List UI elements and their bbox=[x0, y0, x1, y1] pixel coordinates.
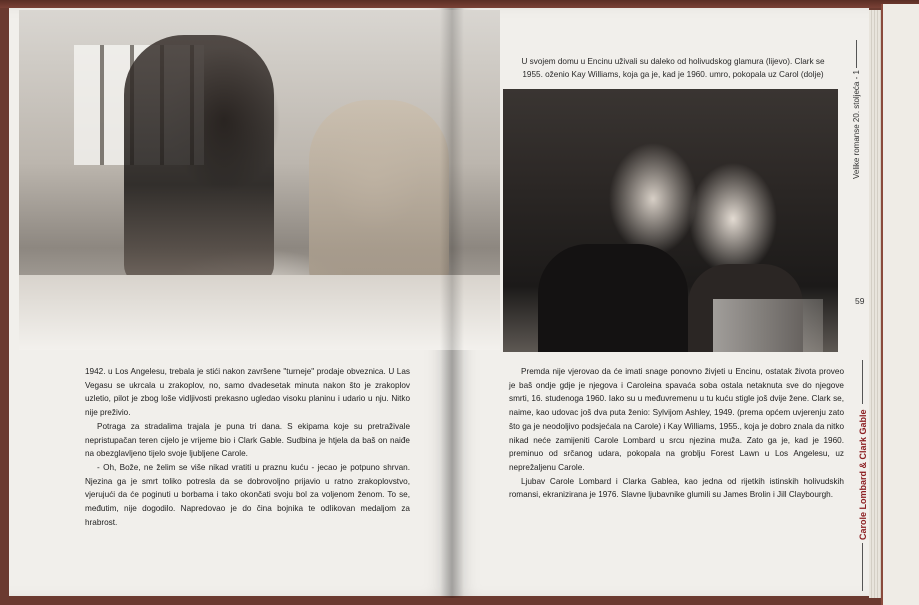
side-title: Carole Lombard & Clark Gable bbox=[858, 409, 868, 540]
photo-figure-man bbox=[124, 35, 274, 285]
book-cover-top bbox=[0, 0, 919, 8]
paragraph: - Oh, Bože, ne želim se više nikad vratiti u praznu kuću - jecao je potpuno shrvan. Njezina ga je smrt toliko potresla da se dobrovoljno prijavio u ratno zrakoplovstvo, vjerujući da će poginuti u borbama i tako okončati svoju bol za voljenom ženom. To se, međutim, nije dogodilo. Napredovao je do čina bojnika te odlikovan medaljom za hrabrost. bbox=[85, 462, 410, 527]
photo-figure-man-suit bbox=[538, 244, 688, 352]
side-title-rule-bottom bbox=[862, 543, 863, 591]
photo-caption: U svojem domu u Encinu uživali su daleko od holivudskog glamura (lijevo). Clark se 1955. oženio Kay Williams, koja ga je, kad je 1960. umro, pokopala uz Carol (dolje) bbox=[521, 57, 825, 79]
paragraph: 1942. u Los Angelesu, trebala je stići nakon završene "turneje" prodaje obveznica. U Las Vegasu se ukrcala u zrakoplov, no, samo dvadesetak minuta nakon što je zrakoplov uzletio, pilot je zbog loše vidljivosti prekasno ugledao visoku planinu i udario u nju. Nitko nije preživio. bbox=[85, 367, 410, 418]
photo-couple-at-home bbox=[19, 10, 500, 350]
running-head-rule bbox=[856, 40, 857, 68]
paragraph: Ljubav Carole Lombard i Clarka Gablea, kao jedna od rijetkih istinskih holivudskih romansi, ekranizirana je 1976. Slavne ljubavnike glumili su James Brolin i Jill Claybourgh. bbox=[509, 476, 844, 500]
book-cover-right bbox=[881, 4, 919, 605]
photo-table-glasses bbox=[713, 299, 823, 352]
side-title-rule bbox=[862, 360, 863, 404]
photo-table bbox=[19, 275, 500, 350]
paragraph: Premda nije vjerovao da će imati snage ponovno živjeti u Encinu, ostatak života proveo je baš ondje gdje je njegova i Caroleina spavaća soba ostala netaknuta sve do njegove smrti, 16. studenoga 1960. Iako su u međuvremenu u tu kuću stigle još dvije žene. Clark se, naime, kao udovac još dva puta ženio: Sylvijom Ashley, 1949. (prema općem uvjerenju zato što ga je neodoljivo podsjećala na Carole) i Kay Williams, 1955., koja je dobro znala da nitko nikad neće zamijeniti Carole Lombard u srcu njezina muža. Zato ga je, kad je 1960. preminuo od srčanog udara, pokopala na groblju Forest Lawn u Los Angelesu, uz neprežaljenu Carole. bbox=[509, 367, 844, 472]
photo-couple-at-dinner bbox=[503, 89, 838, 352]
page-edges bbox=[869, 10, 881, 598]
photo-figure-woman bbox=[309, 100, 449, 290]
paragraph: Potraga za stradalima trajala je puna tri dana. S ekipama koje su pretraživale nepristupačan teren cijelo je vrijeme bio i Clark Gable. Sudbina je htjela da baš on naiđe na obezglavljeno tijelo svoje ljubljene Carole. bbox=[85, 421, 410, 459]
running-head: Velike romanse 20. stoljeća - 1 bbox=[852, 70, 861, 179]
left-body-text bbox=[85, 365, 410, 529]
right-body-text bbox=[509, 365, 844, 502]
page-number: 59 bbox=[855, 296, 865, 306]
gutter-shadow bbox=[440, 8, 464, 598]
